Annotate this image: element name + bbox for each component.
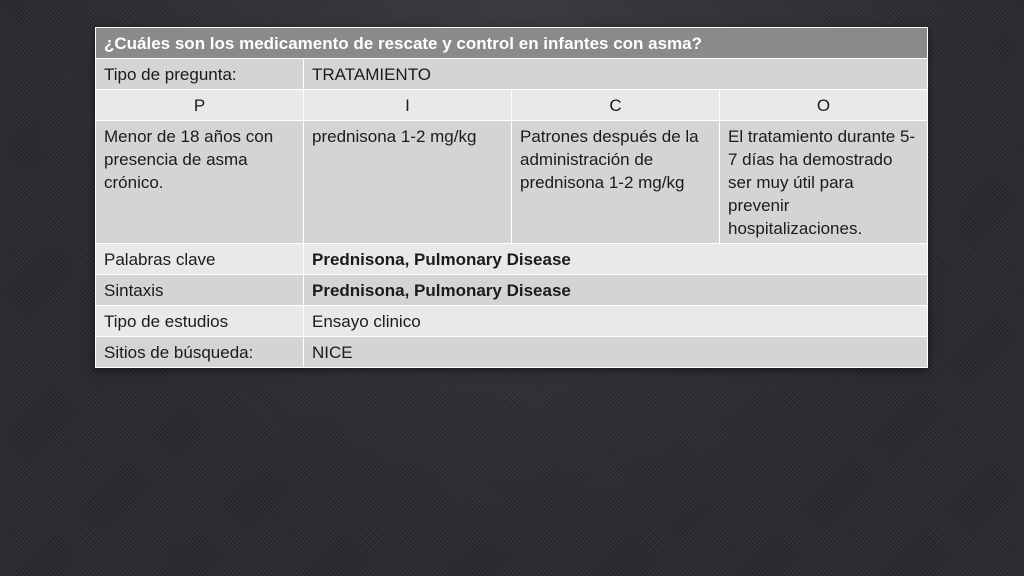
pico-header-p: P [96,90,304,121]
question-type-label: Tipo de pregunta: [96,59,304,90]
search-sites-row [96,337,928,368]
title-row [96,28,928,59]
pico-table [95,27,928,368]
pico-value-o: El tratamiento durante 5-7 días ha demostrado ser muy útil para prevenir hospitalizaciones. [720,121,928,244]
pico-value-i: prednisona 1-2 mg/kg [304,121,512,244]
table-title: ¿Cuáles son los medicamento de rescate y control en infantes con asma? [96,28,928,59]
search-sites-label: Sitios de búsqueda: [96,337,304,368]
pico-header-row [96,90,928,121]
study-type-label: Tipo de estudios [96,306,304,337]
pico-values-row [96,121,928,244]
keywords-label: Palabras clave [96,244,304,275]
question-type-value: TRATAMIENTO [304,59,928,90]
keywords-value: Prednisona, Pulmonary Disease [304,244,928,275]
pico-value-p: Menor de 18 años con presencia de asma crónico. [96,121,304,244]
search-sites-value: NICE [304,337,928,368]
question-type-row [96,59,928,90]
syntax-row [96,275,928,306]
syntax-label: Sintaxis [96,275,304,306]
keywords-row [96,244,928,275]
syntax-value: Prednisona, Pulmonary Disease [304,275,928,306]
study-type-row [96,306,928,337]
pico-header-o: O [720,90,928,121]
pico-header-i: I [304,90,512,121]
pico-value-c: Patrones después de la administración de prednisona 1-2 mg/kg [512,121,720,244]
study-type-value: Ensayo clinico [304,306,928,337]
pico-header-c: C [512,90,720,121]
